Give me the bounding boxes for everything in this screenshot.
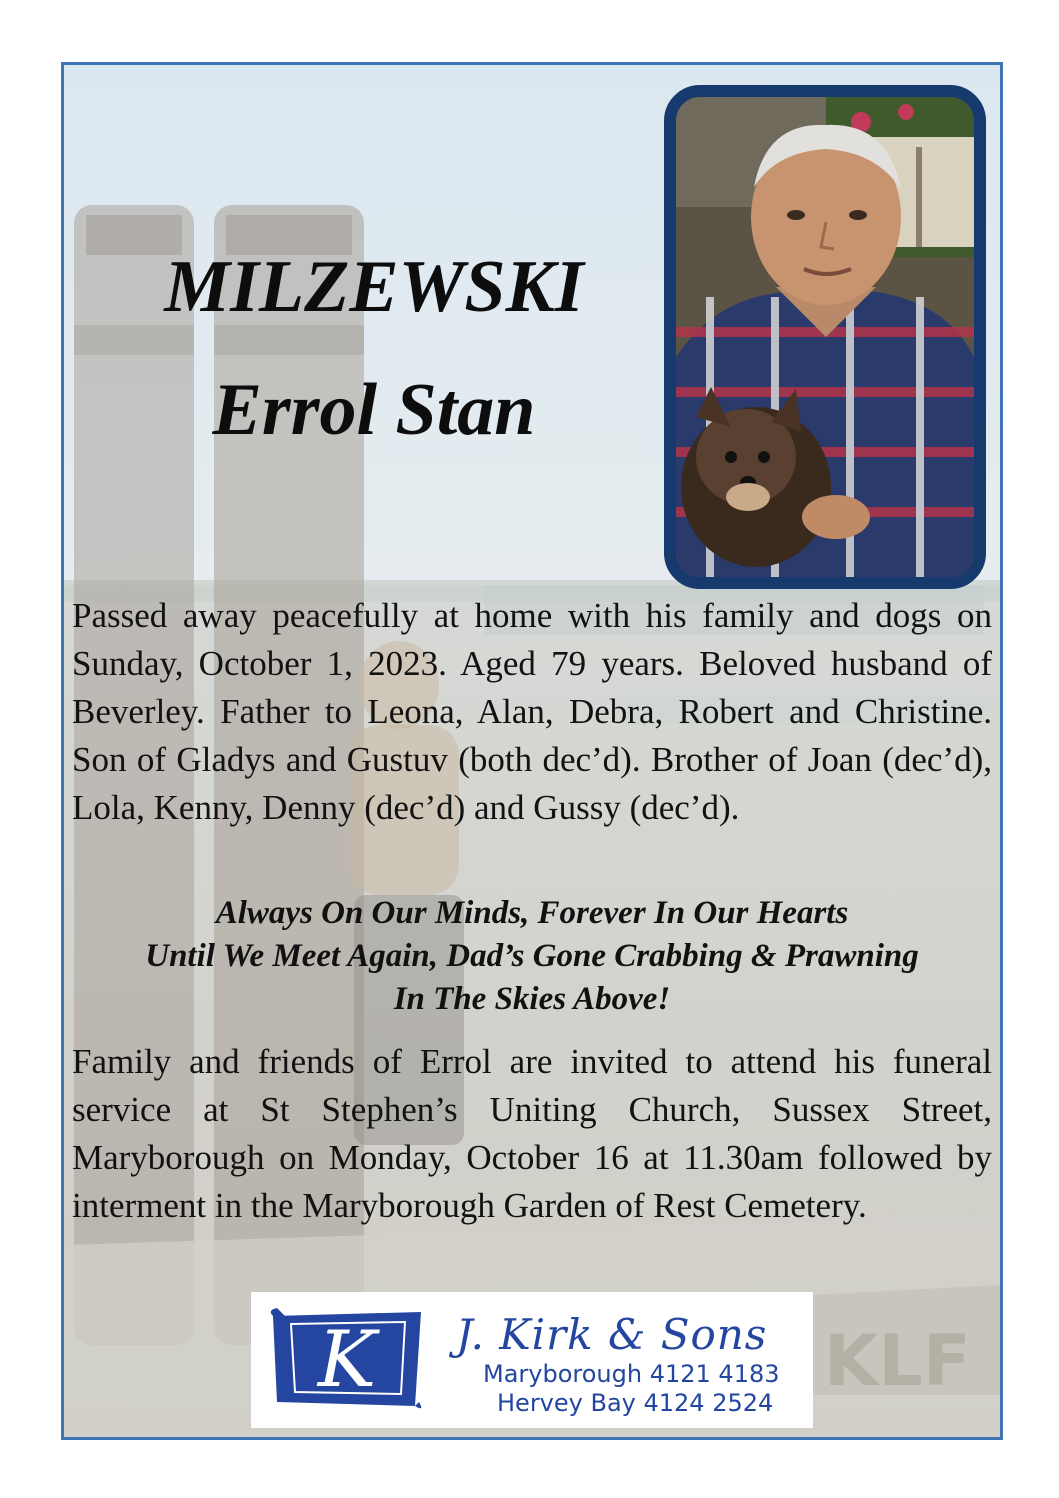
logo-letter: K bbox=[317, 1315, 377, 1405]
death-announcement: Passed away peacefully at home with his family and dogs on Sunday, October 1, 2023. Aged 79 years. Beloved husband of Beverley. Father to Leona, Alan, Debra, Robert and Christine. Son of Gladys and Gustuv (both dec’d). Brother of Joan (dec’d), Lola, Kenny, Denny (dec’d) and Gussy (dec’d). bbox=[72, 596, 992, 827]
svg-text:KLF: KLF bbox=[824, 1320, 971, 1402]
verse-line: Until We Meet Again, Dad’s Gone Crabbing & Prawning bbox=[145, 938, 919, 974]
memorial-verse bbox=[64, 892, 1000, 1021]
scroll-k-monogram-icon bbox=[265, 1306, 429, 1412]
funeral-director-logo bbox=[251, 1292, 813, 1428]
phone-maryborough: Maryborough 4121 4183 bbox=[483, 1360, 780, 1388]
funeral-service-details: Family and friends of Errol are invited to attend his funeral service at St Stephen’s Uniting Church, Sussex Street, Maryborough on Monday, October 16 at 11.30am followed by interment in the Maryborough Garden of Rest Cemetery. bbox=[72, 1042, 992, 1225]
given-names-heading: Errol Stan bbox=[212, 369, 536, 451]
verse-line: In The Skies Above! bbox=[393, 981, 671, 1017]
funeral-director-name: J. Kirk & Sons bbox=[456, 1310, 768, 1359]
surname-heading: MILZEWSKI bbox=[164, 246, 584, 328]
portrait-photo bbox=[664, 85, 986, 589]
verse-line: Always On Our Minds, Forever In Our Hearts bbox=[215, 895, 849, 931]
phone-hervey-bay: Hervey Bay 4124 2524 bbox=[497, 1389, 774, 1417]
man-with-dog-image bbox=[676, 97, 974, 577]
notice-frame bbox=[61, 62, 1003, 1440]
